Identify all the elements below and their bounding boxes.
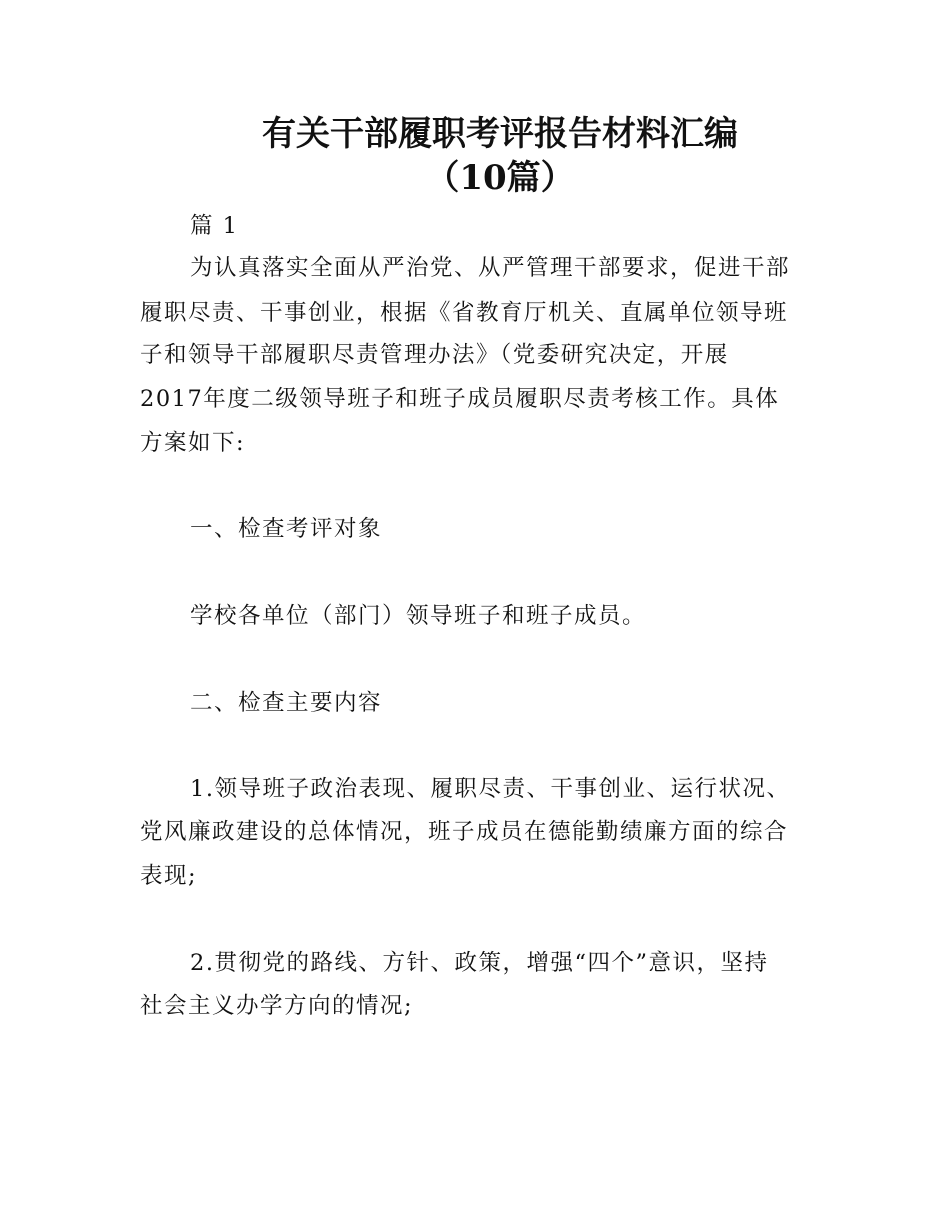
section-heading-1: 一、检查考评对象	[190, 516, 383, 542]
list-item-2-line: 2.贯彻党的路线、方针、政策，增强“四个”意识，坚持	[190, 950, 769, 976]
document-title-count: （10篇）	[425, 158, 575, 198]
intro-line: 子和领导干部履职尽责管理办法》（党委研究决定，开展	[140, 342, 729, 368]
list-item-1-line: 表现;	[140, 863, 198, 889]
intro-line: 2017年度二级领导班子和班子成员履职尽责考核工作。具体	[140, 386, 780, 412]
intro-line: 履职尽责、干事创业，根据《省教育厅机关、直属单位领导班	[140, 300, 789, 326]
list-item-1-line: 1.领导班子政治表现、履职尽责、干事创业、运行状况、	[190, 776, 791, 802]
section-body-1: 学校各单位（部门）领导班子和班子成员。	[190, 603, 647, 629]
intro-line: 为认真落实全面从严治党、从严管理干部要求，促进干部	[190, 255, 791, 281]
intro-line: 方案如下:	[140, 430, 246, 456]
section-heading-2: 二、检查主要内容	[190, 690, 383, 716]
section-label: 篇 1	[190, 213, 239, 239]
list-item-1-line: 党风廉政建设的总体情况，班子成员在德能勤绩廉方面的综合	[140, 819, 789, 845]
list-item-2-line: 社会主义办学方向的情况;	[140, 993, 414, 1019]
document-title: 有关干部履职考评报告材料汇编	[262, 114, 738, 154]
